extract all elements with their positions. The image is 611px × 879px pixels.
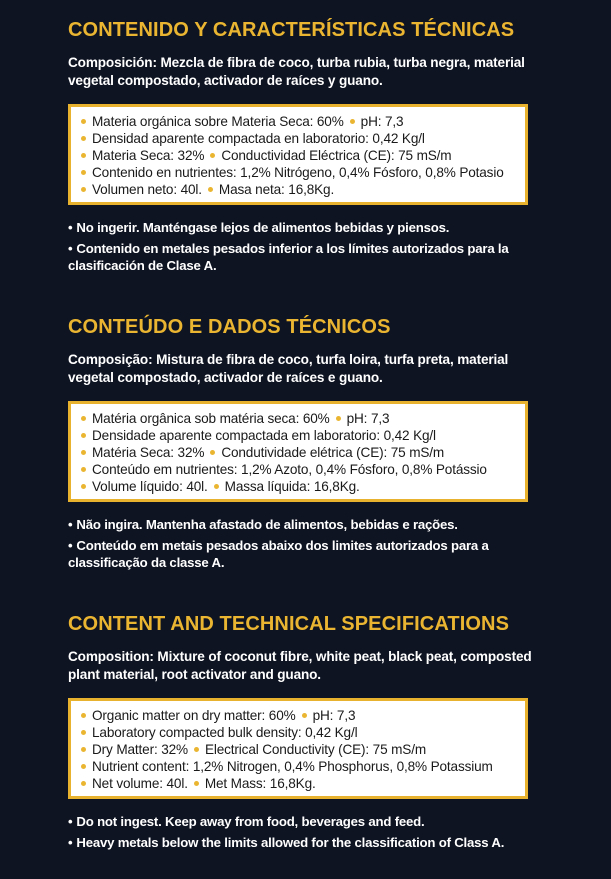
notes-list [68,813,548,851]
note-item [68,813,548,830]
bullet-dot-icon [214,484,219,489]
composition-text: Composición: Mezcla de fibra de coco, turba rubia, turba negra, material vegetal compostado, activador de raíces y guano. [68,55,525,88]
note-text: Conteúdo em metais pesados abaixo dos limites autorizados para a classificação da classe A. [68,538,489,570]
bullet-dot-icon [208,187,213,192]
bullet-dot-icon [81,153,86,158]
bullet-dot-icon [81,187,86,192]
spec-text: Densidade aparente compactada em laboratorio: 0,42 Kg/l [92,428,436,443]
composition-text: Composição: Mistura de fibra de coco, turfa loira, turfa preta, material vegetal compostado, activador de raíces e guano. [68,352,509,385]
spec-text: Materia orgánica sobre Materia Seca: 60% [92,114,344,129]
note-text: No ingerir. Manténgase lejos de alimentos bebidas y piensos. [76,220,450,235]
spec-text: Laboratory compacted bulk density: 0,42 Kg/l [92,725,358,740]
note-item [68,537,548,571]
spec-line [81,478,515,495]
spec-text: Conductividad Eléctrica (CE): 75 mS/m [221,148,452,163]
section-english [68,612,548,855]
bullet-dot-icon [210,450,215,455]
spec-line [81,444,515,461]
bullet-dot-icon [81,484,86,489]
bullet-dot-icon [302,713,307,718]
bullet-glyph: • [68,814,73,829]
note-text: Não ingira. Mantenha afastado de alimentos, bebidas e rações. [76,517,458,532]
bullet-dot-icon [194,747,199,752]
spec-line [81,427,515,444]
bullet-dot-icon [81,119,86,124]
bullet-dot-icon [81,467,86,472]
spec-text: Densidad aparente compactada en laboratorio: 0,42 Kg/l [92,131,425,146]
spec-box [68,401,528,502]
bullet-dot-icon [336,416,341,421]
spec-text: Masa neta: 16,8Kg. [218,182,335,197]
spec-line [81,410,515,427]
notes-list [68,516,548,571]
spec-line [81,741,515,758]
spec-text: Matéria Seca: 32% [92,445,205,460]
spec-line [81,147,515,164]
bullet-dot-icon [81,450,86,455]
bullet-dot-icon [81,170,86,175]
bullet-glyph: • [68,241,73,256]
note-item [68,240,548,274]
spec-text: Matéria orgânica sob matéria seca: 60% [92,411,330,426]
spec-text: Materia Seca: 32% [92,148,205,163]
bullet-dot-icon [350,119,355,124]
spec-text: Net volume: 40l. [92,776,188,791]
spec-line [81,461,515,478]
bullet-dot-icon [210,153,215,158]
bullet-dot-icon [81,781,86,786]
note-text: Do not ingest. Keep away from food, beverages and feed. [76,814,425,829]
note-item [68,516,548,533]
section-heading: CONTENT AND TECHNICAL SPECIFICATIONS [68,613,510,635]
spec-text: pH: 7,3 [312,708,356,723]
spec-text: Nutrient content: 1,2% Nitrogen, 0,4% Phosphorus, 0,8% Potassium [92,759,493,774]
spec-line [81,758,515,775]
bullet-glyph: • [68,835,73,850]
spec-line [81,775,515,792]
bullet-dot-icon [81,433,86,438]
section-spanish [68,18,548,278]
spec-line [81,724,515,741]
bullet-dot-icon [81,764,86,769]
bullet-glyph: • [68,538,73,553]
spec-box [68,698,528,799]
bullet-dot-icon [81,136,86,141]
bullet-dot-icon [81,747,86,752]
composition-text: Composition: Mixture of coconut fibre, white peat, black peat, composted plant material, root activator and guano. [68,649,532,682]
bullet-dot-icon [81,713,86,718]
note-text: Contenido en metales pesados inferior a los límites autorizados para la clasificación de Clase A. [68,241,509,273]
spec-line [81,707,515,724]
spec-text: pH: 7,3 [360,114,404,129]
spec-text: pH: 7,3 [346,411,390,426]
spec-text: Massa líquida: 16,8Kg. [224,479,360,494]
note-item [68,834,548,851]
section-heading: CONTENIDO Y CARACTERÍSTICAS TÉCNICAS [68,19,515,41]
spec-line [81,113,515,130]
spec-text: Electrical Conductivity (CE): 75 mS/m [204,742,427,757]
spec-line [81,130,515,147]
spec-text: Contenido en nutrientes: 1,2% Nitrógeno, 0,4% Fósforo, 0,8% Potasio [92,165,504,180]
note-text: Heavy metals below the limits allowed for the classification of Class A. [76,835,505,850]
spec-text: Condutividade elétrica (CE): 75 mS/m [221,445,445,460]
spec-line [81,164,515,181]
bullet-dot-icon [81,416,86,421]
spec-text: Dry Matter: 32% [92,742,188,757]
spec-box [68,104,528,205]
section-portuguese [68,315,548,575]
bullet-dot-icon [194,781,199,786]
spec-text: Volumen neto: 40l. [92,182,202,197]
spec-text: Conteúdo em nutrientes: 1,2% Azoto, 0,4% Fósforo, 0,8% Potássio [92,462,487,477]
spec-text: Volume líquido: 40l. [92,479,208,494]
bullet-glyph: • [68,517,73,532]
note-item [68,219,548,236]
bullet-dot-icon [81,730,86,735]
spec-text: Organic matter on dry matter: 60% [92,708,296,723]
bullet-glyph: • [68,220,73,235]
spec-line [81,181,515,198]
spec-text: Met Mass: 16,8Kg. [204,776,316,791]
section-heading: CONTEÚDO E DADOS TÉCNICOS [68,316,391,338]
notes-list [68,219,548,274]
